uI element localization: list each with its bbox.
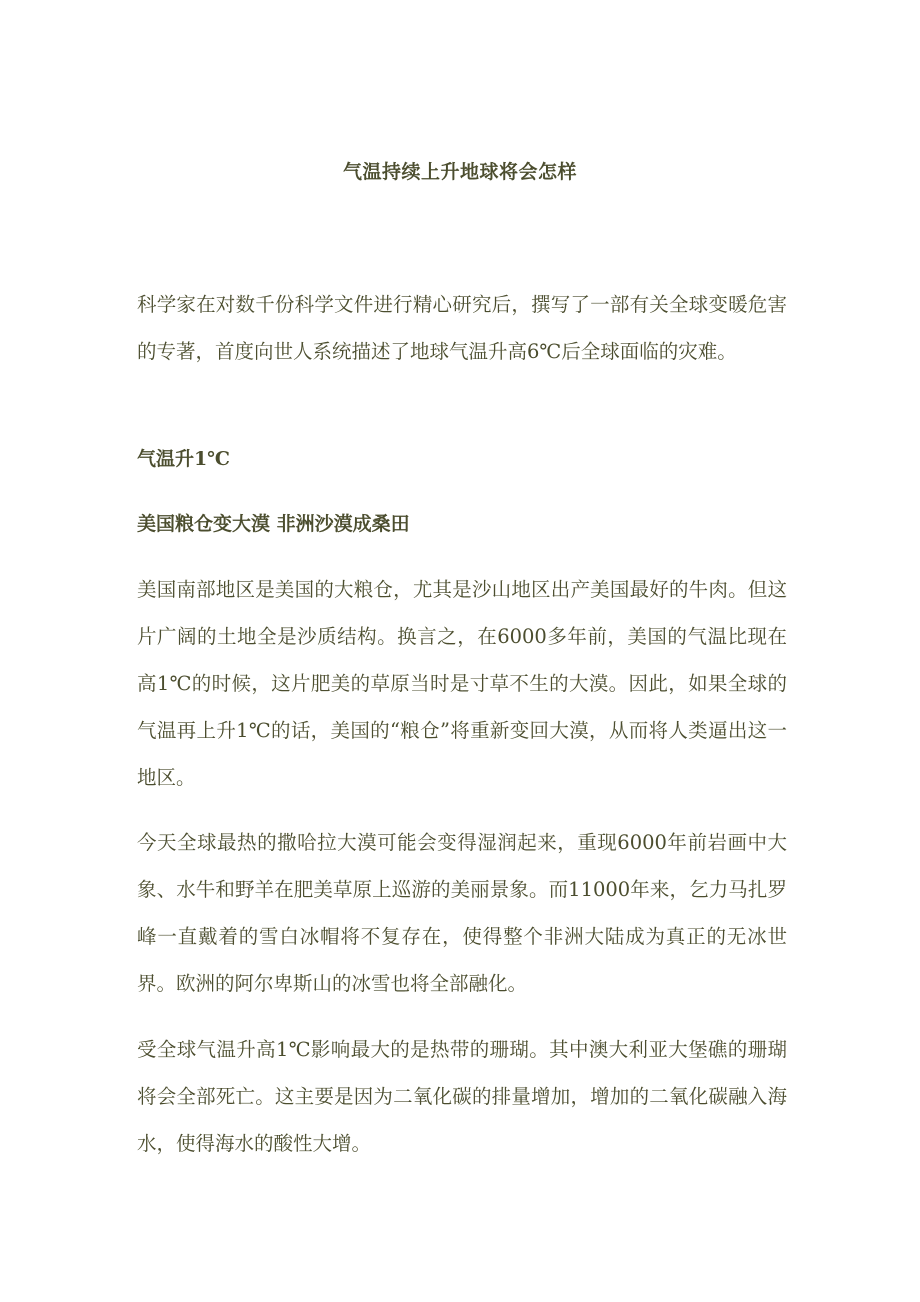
- section-heading: 气温升1℃: [137, 448, 230, 470]
- body-paragraph-2: 今天全球最热的撒哈拉大漠可能会变得湿润起来，重现6000年前岩画中大象、水牛和野羊在肥美草原上巡游的美丽景象。而11000年来，乞力马扎罗峰一直戴着的雪白冰帽将不复存在，使得整个非洲大陆成为真正的无冰世界。欧洲的阿尔卑斯山的冰雪也将全部融化。: [137, 831, 787, 995]
- body-paragraph-1: 美国南部地区是美国的大粮仓，尤其是沙山地区出产美国最好的牛肉。但这片广阔的土地全是沙质结构。换言之，在6000多年前，美国的气温比现在高1℃的时候，这片肥美的草原当时是寸草不生的大漠。因此，如果全球的气温再上升1℃的话，美国的“粮仓”将重新变回大漠，从而将人类逼出这一地区。: [137, 578, 787, 789]
- section-subheading: 美国粮仓变大漠 非洲沙漠成桑田: [137, 513, 410, 535]
- intro-paragraph: 科学家在对数千份科学文件进行精心研究后，撰写了一部有关全球变暖危害的专著，首度向世人系统描述了地球气温升高6℃后全球面临的灾难。: [137, 293, 787, 363]
- body-paragraph-3: 受全球气温升高1℃影响最大的是热带的珊瑚。其中澳大利亚大堡礁的珊瑚将会全部死亡。这主要是因为二氧化碳的排量增加，增加的二氧化碳融入海水，使得海水的酸性大增。: [137, 1038, 787, 1155]
- document-title: 气温持续上升地球将会怎样: [342, 161, 577, 183]
